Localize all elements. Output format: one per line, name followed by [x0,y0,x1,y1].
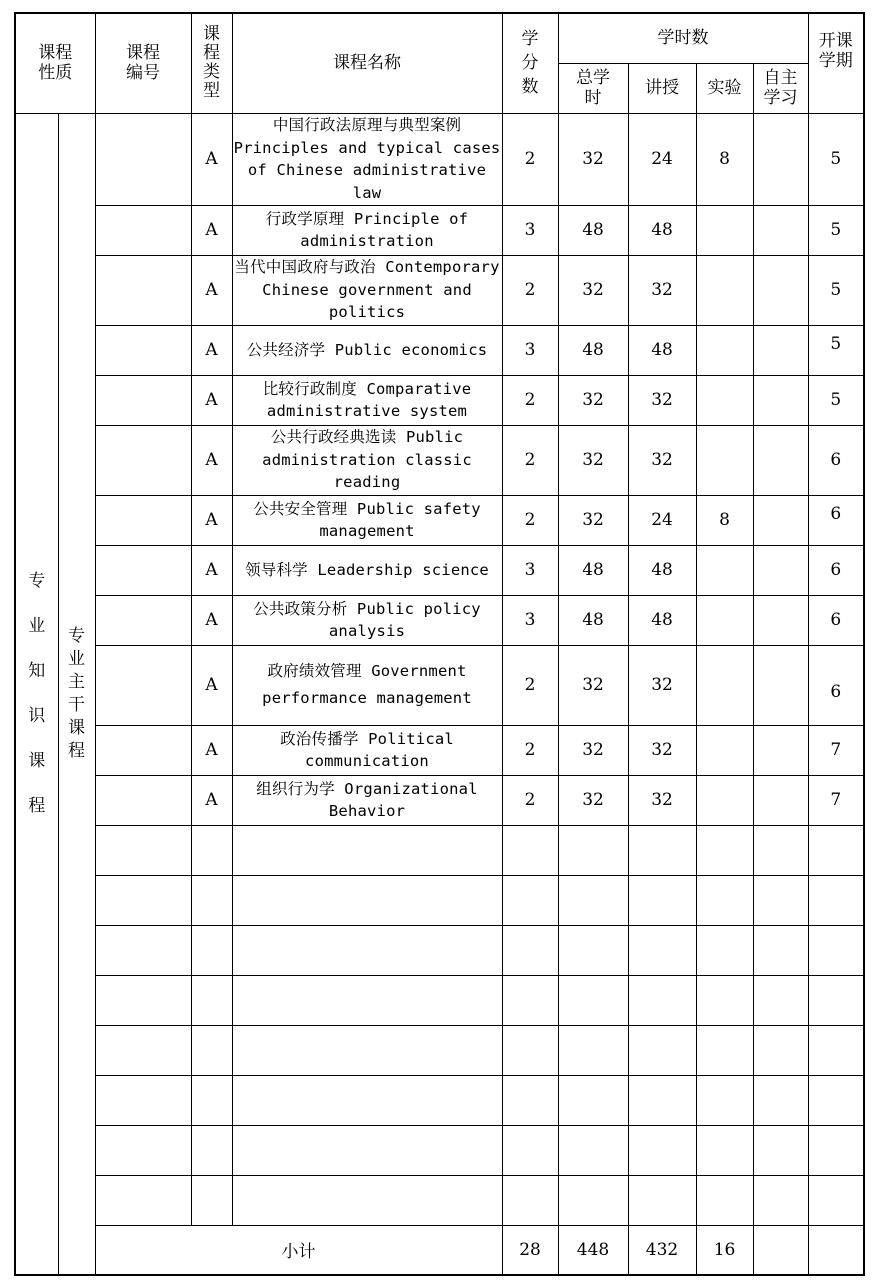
course-type: A [191,545,232,595]
course-lab-hours [696,725,753,775]
empty-cell [502,1125,558,1175]
course-self-study [753,425,808,495]
category-cell: 专业知识课程 [15,113,58,1275]
empty-cell [502,925,558,975]
header-lecture: 讲授 [628,63,696,113]
course-type: A [191,205,232,255]
empty-row [15,1025,864,1075]
empty-cell [191,825,232,875]
empty-cell [502,1175,558,1225]
course-semester: 5 [808,255,864,325]
course-code [95,645,191,725]
table-row [15,325,864,375]
empty-cell [191,1125,232,1175]
course-code [95,375,191,425]
course-name: 中国行政法原理与典型案例 Principles and typical cases of Chinese administrative law [232,113,502,205]
header-hours-group: 学时数 [558,13,808,63]
course-credits: 2 [502,113,558,205]
course-type: A [191,325,232,375]
empty-cell [753,1125,808,1175]
course-lab-hours [696,205,753,255]
course-lecture-hours: 48 [628,325,696,375]
empty-cell [628,1025,696,1075]
empty-cell [558,1175,628,1225]
course-code [95,545,191,595]
header-course-nature: 课程性质 [15,13,95,113]
course-credits: 2 [502,495,558,545]
course-lab-hours [696,775,753,825]
empty-cell [753,875,808,925]
header-credits: 学分数 [502,13,558,113]
empty-cell [95,1025,191,1075]
course-semester: 6 [808,645,864,725]
course-self-study [753,495,808,545]
empty-cell [753,975,808,1025]
empty-cell [753,925,808,975]
empty-cell [95,1175,191,1225]
empty-cell [558,1125,628,1175]
subtotal-credits: 28 [502,1225,558,1275]
empty-cell [232,875,502,925]
empty-cell [232,1075,502,1125]
course-self-study [753,255,808,325]
curriculum-table [14,12,865,1276]
empty-cell [808,1175,864,1225]
empty-cell [232,925,502,975]
course-semester: 5 [808,205,864,255]
course-credits: 2 [502,425,558,495]
course-credits: 2 [502,645,558,725]
subtotal-label: 小计 [95,1225,502,1275]
table-row [15,775,864,825]
course-lab-hours [696,545,753,595]
empty-cell [628,1175,696,1225]
course-lecture-hours: 48 [628,545,696,595]
course-semester: 5 [808,113,864,205]
course-name: 公共政策分析 Public policy analysis [232,595,502,645]
empty-cell [808,925,864,975]
course-total-hours: 48 [558,325,628,375]
empty-cell [696,1025,753,1075]
empty-cell [191,1175,232,1225]
empty-cell [95,825,191,875]
subtotal-row [15,1225,864,1275]
header-semester: 开课学期 [808,13,864,113]
empty-row [15,925,864,975]
course-semester: 5 [808,375,864,425]
empty-cell [753,1175,808,1225]
course-total-hours: 32 [558,255,628,325]
course-code [95,255,191,325]
empty-cell [696,975,753,1025]
subtotal-self-study [753,1225,808,1275]
course-self-study [753,375,808,425]
course-code [95,725,191,775]
empty-cell [502,1075,558,1125]
empty-cell [191,1025,232,1075]
course-code [95,113,191,205]
course-type: A [191,375,232,425]
course-self-study [753,645,808,725]
course-lecture-hours: 48 [628,205,696,255]
course-credits: 2 [502,775,558,825]
course-total-hours: 32 [558,425,628,495]
empty-cell [232,1175,502,1225]
course-lecture-hours: 24 [628,113,696,205]
course-name: 公共行政经典选读 Public administration classic reading [232,425,502,495]
course-code [95,495,191,545]
table-row [15,595,864,645]
course-lecture-hours: 32 [628,375,696,425]
empty-cell [628,1125,696,1175]
table-row [15,255,864,325]
course-type: A [191,645,232,725]
course-total-hours: 48 [558,595,628,645]
empty-cell [808,1075,864,1125]
empty-cell [628,975,696,1025]
empty-cell [696,1075,753,1125]
empty-cell [753,1075,808,1125]
course-name: 公共经济学 Public economics [232,325,502,375]
subtotal-lecture-hours: 432 [628,1225,696,1275]
empty-cell [753,1025,808,1075]
course-self-study [753,545,808,595]
empty-cell [808,1025,864,1075]
empty-cell [558,875,628,925]
header-course-name: 课程名称 [232,13,502,113]
course-lab-hours [696,425,753,495]
empty-row [15,1125,864,1175]
empty-cell [191,975,232,1025]
table-row [15,205,864,255]
course-name: 比较行政制度 Comparative administrative system [232,375,502,425]
empty-cell [628,825,696,875]
empty-cell [191,1075,232,1125]
empty-cell [95,925,191,975]
course-lecture-hours: 32 [628,255,696,325]
course-lecture-hours: 48 [628,595,696,645]
course-type: A [191,775,232,825]
empty-cell [95,1075,191,1125]
course-semester: 7 [808,775,864,825]
course-type: A [191,425,232,495]
subtotal-semester [808,1225,864,1275]
header-total-hours: 总学时 [558,63,628,113]
empty-cell [628,925,696,975]
course-lab-hours [696,375,753,425]
empty-cell [95,1125,191,1175]
course-type: A [191,255,232,325]
empty-cell [502,825,558,875]
course-credits: 3 [502,205,558,255]
course-total-hours: 32 [558,495,628,545]
course-semester: 6 [808,595,864,645]
course-type: A [191,113,232,205]
course-lecture-hours: 32 [628,775,696,825]
course-type: A [191,725,232,775]
course-semester: 5 [808,325,864,375]
course-semester: 6 [808,545,864,595]
course-total-hours: 48 [558,205,628,255]
empty-cell [95,875,191,925]
empty-cell [232,1025,502,1075]
course-self-study [753,205,808,255]
course-self-study [753,595,808,645]
empty-cell [628,1075,696,1125]
empty-cell [558,825,628,875]
empty-cell [628,875,696,925]
course-total-hours: 32 [558,775,628,825]
course-credits: 3 [502,595,558,645]
course-total-hours: 32 [558,645,628,725]
empty-row [15,825,864,875]
course-lab-hours [696,255,753,325]
course-name: 当代中国政府与政治 Contemporary Chinese government and politics [232,255,502,325]
course-lab-hours [696,325,753,375]
empty-cell [696,825,753,875]
course-name: 政治传播学 Political communication [232,725,502,775]
header-course-type: 课程类型 [191,13,232,113]
empty-cell [232,975,502,1025]
course-total-hours: 32 [558,725,628,775]
course-total-hours: 32 [558,113,628,205]
subtotal-lab-hours: 16 [696,1225,753,1275]
header-self-study: 自主学习 [753,63,808,113]
course-lab-hours [696,595,753,645]
empty-cell [753,825,808,875]
course-name: 组织行为学 Organizational Behavior [232,775,502,825]
empty-cell [502,875,558,925]
course-lab-hours [696,645,753,725]
course-credits: 3 [502,545,558,595]
subtotal-total-hours: 448 [558,1225,628,1275]
empty-cell [558,1075,628,1125]
empty-cell [558,1025,628,1075]
table-row [15,495,864,545]
empty-cell [696,875,753,925]
empty-cell [191,875,232,925]
course-semester: 6 [808,425,864,495]
course-semester: 7 [808,725,864,775]
course-code [95,205,191,255]
empty-cell [502,1025,558,1075]
header-lab: 实验 [696,63,753,113]
empty-cell [558,975,628,1025]
subcategory-cell: 专业主干课程 [58,113,95,1275]
course-semester: 6 [808,495,864,545]
course-lab-hours: 8 [696,495,753,545]
course-code [95,325,191,375]
empty-cell [696,1175,753,1225]
empty-row [15,875,864,925]
empty-cell [808,875,864,925]
course-lecture-hours: 24 [628,495,696,545]
empty-cell [95,975,191,1025]
course-lecture-hours: 32 [628,425,696,495]
header-course-code: 课程编号 [95,13,191,113]
empty-row [15,1175,864,1225]
empty-cell [191,925,232,975]
empty-cell [808,975,864,1025]
course-name: 政府绩效管理 Government performance management [232,645,502,725]
table-row [15,545,864,595]
course-credits: 3 [502,325,558,375]
course-code [95,595,191,645]
course-code [95,425,191,495]
table-row [15,425,864,495]
empty-cell [696,1125,753,1175]
empty-cell [696,925,753,975]
empty-cell [232,1125,502,1175]
course-credits: 2 [502,725,558,775]
course-name: 公共安全管理 Public safety management [232,495,502,545]
course-total-hours: 32 [558,375,628,425]
empty-row [15,975,864,1025]
course-code [95,775,191,825]
course-self-study [753,325,808,375]
table-row [15,645,864,725]
course-lecture-hours: 32 [628,725,696,775]
empty-cell [232,825,502,875]
course-name: 行政学原理 Principle of administration [232,205,502,255]
course-total-hours: 48 [558,545,628,595]
course-self-study [753,775,808,825]
course-self-study [753,725,808,775]
table-row [15,725,864,775]
course-type: A [191,495,232,545]
course-type: A [191,595,232,645]
course-name: 领导科学 Leadership science [232,545,502,595]
empty-cell [808,1125,864,1175]
course-lab-hours: 8 [696,113,753,205]
empty-cell [502,975,558,1025]
course-credits: 2 [502,375,558,425]
table-row [15,375,864,425]
course-lecture-hours: 32 [628,645,696,725]
table-row [15,113,864,205]
empty-cell [808,825,864,875]
empty-cell [558,925,628,975]
course-credits: 2 [502,255,558,325]
empty-row [15,1075,864,1125]
course-self-study [753,113,808,205]
